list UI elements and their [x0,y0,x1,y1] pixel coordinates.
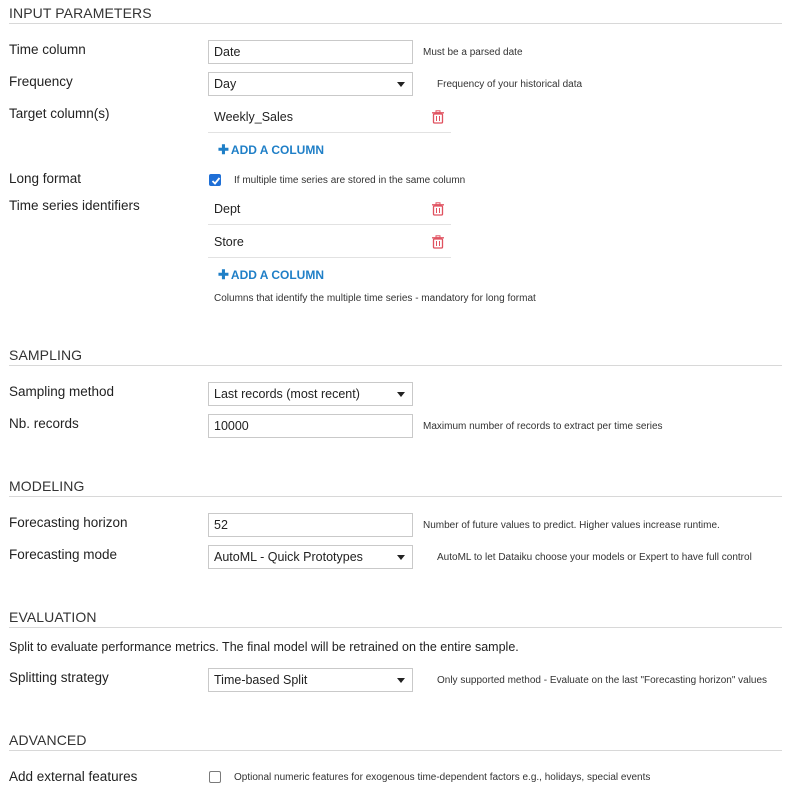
time-column-help: Must be a parsed date [423,47,523,58]
external-features-help: Optional numeric features for exogenous time-dependent factors e.g., holidays, special events [234,772,651,783]
nb-records-input[interactable] [208,414,413,438]
forecasting-mode-select[interactable] [208,545,413,569]
caret-down-icon [397,555,405,560]
forecasting-horizon-input-text[interactable] [214,514,412,536]
nb-records-label: Nb. records [9,416,79,431]
target-column-name: Weekly_Sales [214,110,293,124]
sampling-method-label: Sampling method [9,384,115,399]
trash-icon[interactable] [431,202,445,216]
time-column-input[interactable] [208,40,413,64]
long-format-help: If multiple time series are stored in the same column [234,175,466,186]
splitting-strategy-select[interactable] [208,668,413,692]
caret-down-icon [397,678,405,683]
section-divider [9,627,782,628]
ts-identifier-name: Store [214,235,244,249]
sampling-method-select[interactable] [208,382,413,406]
add-ts-identifier-button[interactable] [218,267,324,283]
evaluation-note: Split to evaluate performance metrics. The final model will be retrained on the entire sample. [9,640,519,654]
splitting-strategy-help: Only supported method - Evaluate on the last "Forecasting horizon" values [437,675,768,686]
ts-identifiers-help: Columns that identify the multiple time series - mandatory for long format [214,293,536,304]
forecasting-mode-label: Forecasting mode [9,547,118,562]
section-divider [9,496,782,497]
time-column-label: Time column [9,42,86,57]
time-column-input-text[interactable] [214,41,412,63]
nb-records-help: Maximum number of records to extract per time series [423,421,663,432]
frequency-select[interactable] [208,72,413,96]
forecasting-mode-value: AutoML - Quick Prototypes [214,550,363,564]
target-column-row [208,101,451,133]
checkmark-icon [211,176,221,186]
section-divider [9,365,782,366]
frequency-select-value: Day [214,77,237,91]
forecasting-horizon-help: Number of future values to predict. Higher values increase runtime. [423,520,720,531]
section-title-sampling: SAMPLING [9,347,83,363]
forecasting-mode-help: AutoML to let Dataiku choose your models or Expert to have full control [437,552,752,563]
plus-icon: ✚ [218,267,229,282]
ts-identifiers-label: Time series identifiers [9,198,140,213]
ts-identifier-name: Dept [214,202,241,216]
ts-identifier-row [208,193,451,225]
external-features-checkbox[interactable] [209,771,221,783]
frequency-help: Frequency of your historical data [437,79,583,90]
forecasting-horizon-input[interactable] [208,513,413,537]
plus-icon: ✚ [218,142,229,157]
frequency-label: Frequency [9,74,73,89]
add-ts-identifier-label: ADD A COLUMN [230,268,325,282]
splitting-strategy-value: Time-based Split [214,673,308,687]
ts-identifier-row [208,226,451,258]
section-title-advanced: ADVANCED [9,732,87,748]
forecasting-horizon-label: Forecasting horizon [9,515,128,530]
sampling-method-value: Last records (most recent) [214,387,360,401]
splitting-strategy-label: Splitting strategy [9,670,109,685]
section-title-evaluation: EVALUATION [9,609,97,625]
target-columns-label: Target column(s) [9,106,110,121]
caret-down-icon [397,82,405,87]
trash-icon[interactable] [431,235,445,249]
external-features-label: Add external features [9,769,138,784]
nb-records-input-text[interactable] [214,415,412,437]
caret-down-icon [397,392,405,397]
long-format-checkbox[interactable] [209,174,221,186]
section-title-modeling: MODELING [9,478,85,494]
section-divider [9,750,782,751]
section-divider [9,23,782,24]
section-title-input-parameters: INPUT PARAMETERS [9,5,152,21]
trash-icon[interactable] [431,110,445,124]
add-target-column-button[interactable] [218,142,324,158]
add-target-column-label: ADD A COLUMN [230,143,325,157]
long-format-label: Long format [9,171,82,186]
